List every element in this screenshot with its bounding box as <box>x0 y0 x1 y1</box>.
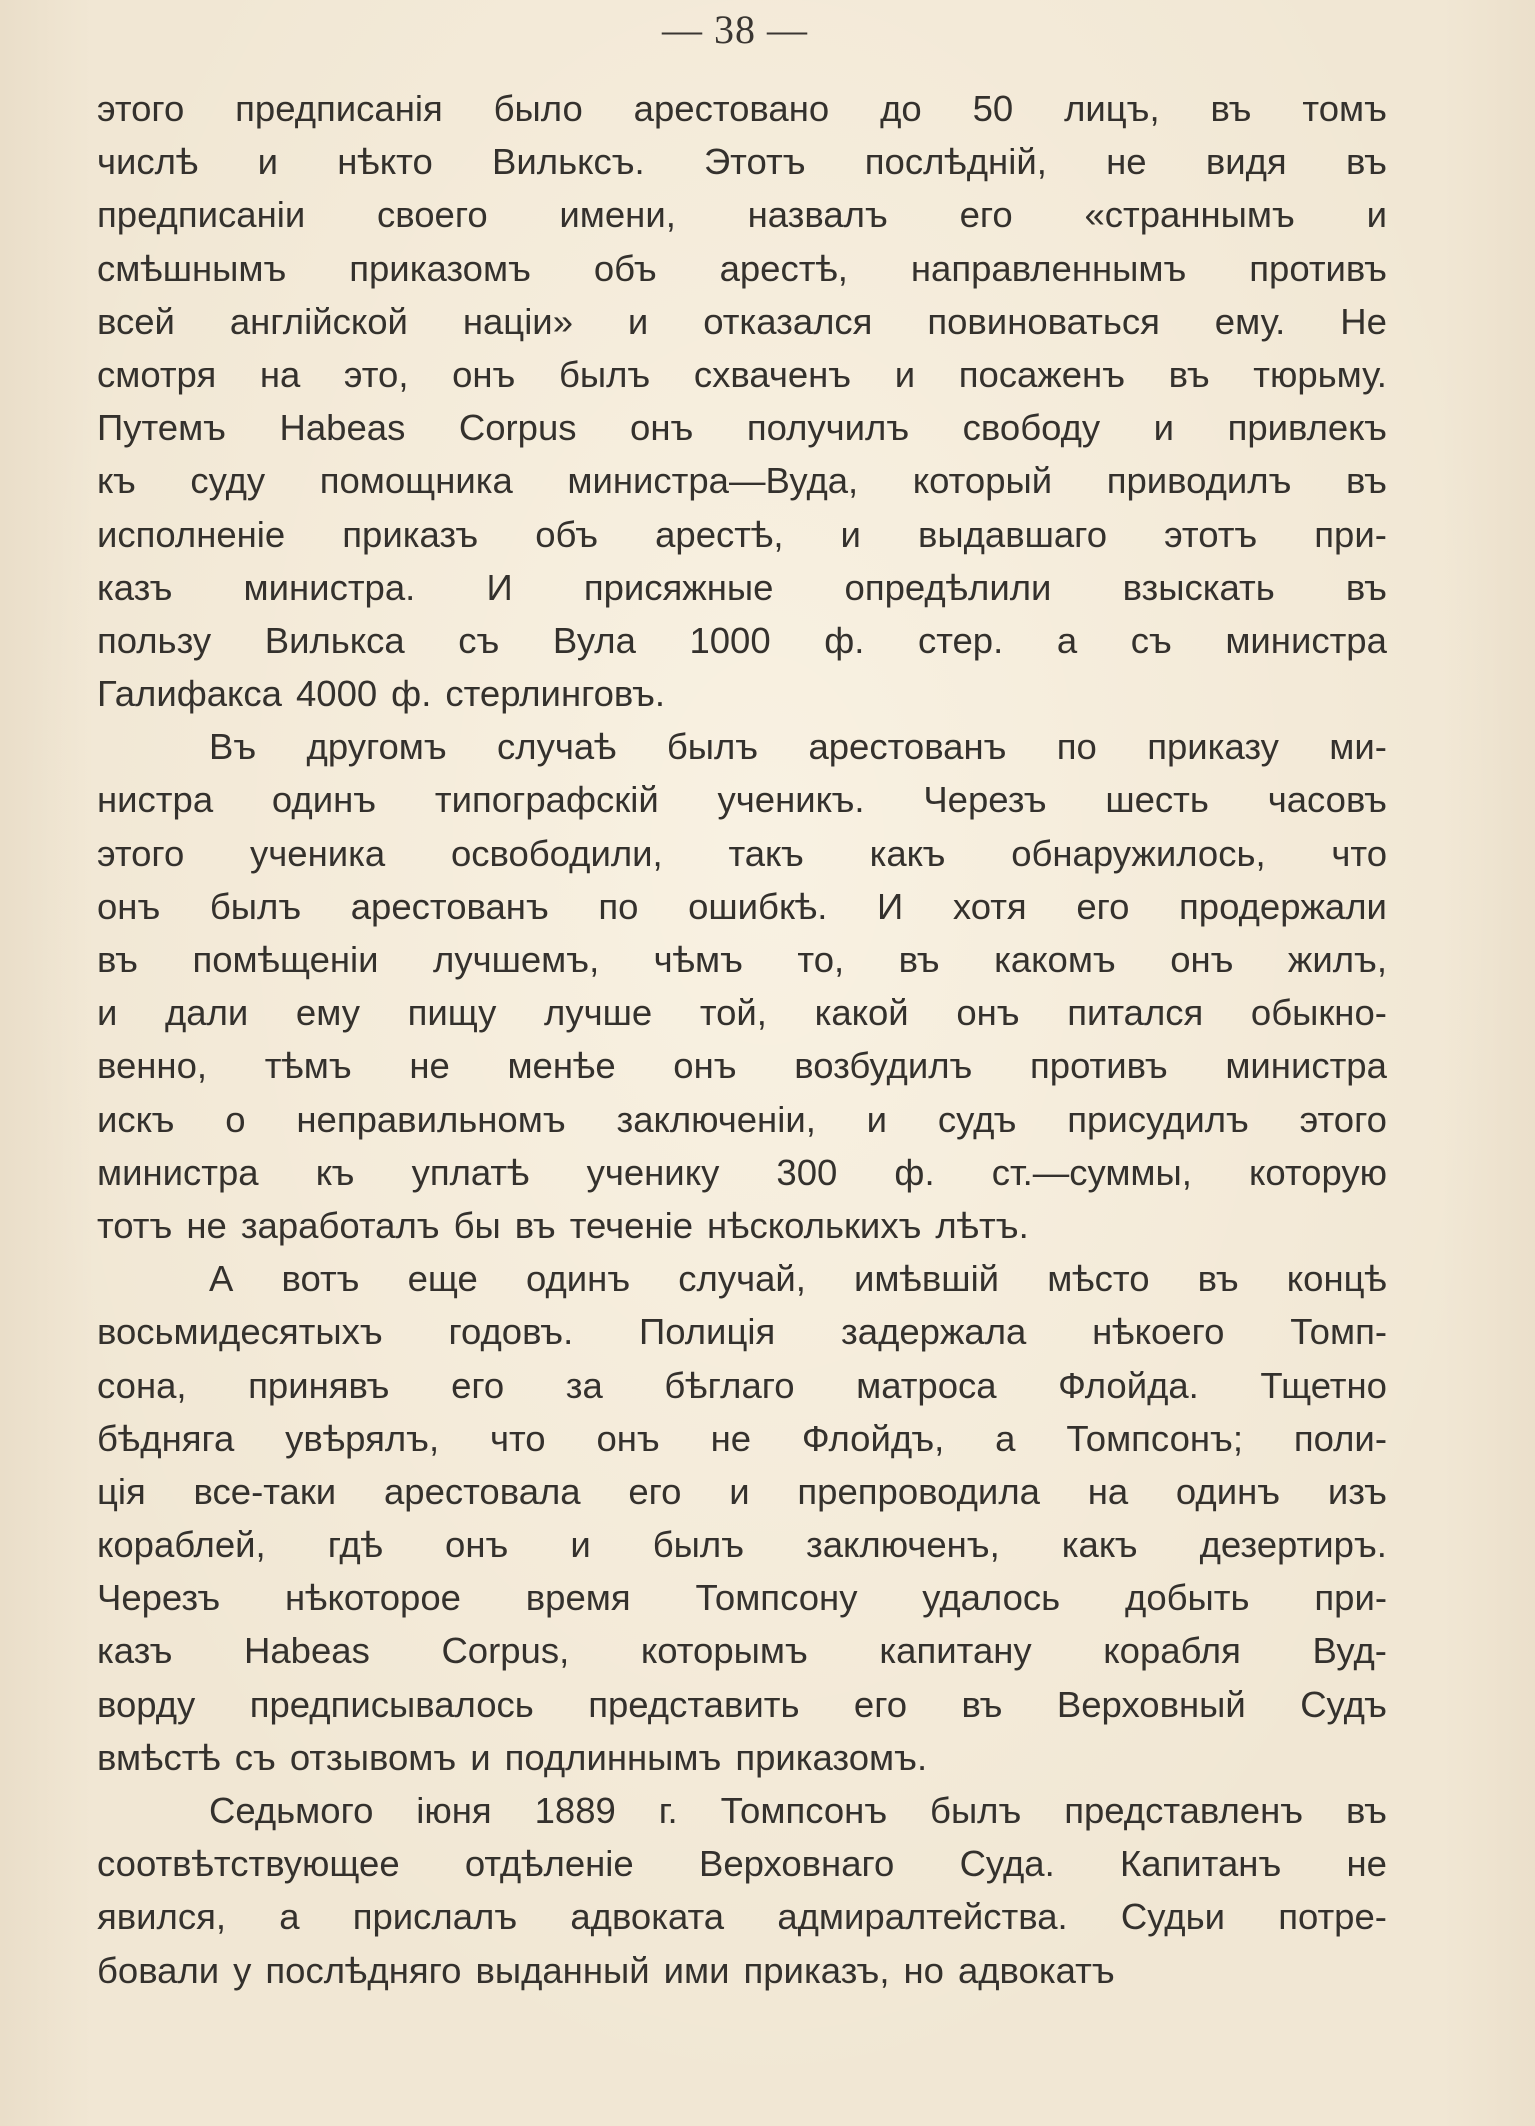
text-line: ворду предписывалось представить его въ Верховный Судъ <box>97 1683 1387 1725</box>
text-line: бѣдняга увѣрялъ, что онъ не Флойдъ, а Томпсонъ; поли- <box>97 1417 1387 1459</box>
text-line: Въ другомъ случаѣ былъ арестованъ по приказу ми- <box>209 726 1387 768</box>
text-line: смѣшнымъ приказомъ объ арестѣ, направленнымъ противъ <box>97 247 1387 289</box>
text-line: Черезъ нѣкоторое время Томпсону удалось добыть при- <box>97 1577 1387 1619</box>
text-line: этого предписанія было арестовано до 50 лицъ, въ томъ <box>97 88 1387 129</box>
text-line: исполненіе приказъ объ арестѣ, и выдавшаго этотъ при- <box>97 513 1387 555</box>
text-line: смотря на это, онъ былъ схваченъ и посаженъ въ тюрьму. <box>97 353 1387 395</box>
text-line: числѣ и нѣкто Вильксъ. Этотъ послѣдній, не видя въ <box>97 141 1387 183</box>
text-line: вмѣстѣ съ отзывомъ и подлиннымъ приказомъ. <box>97 1736 928 1778</box>
text-line: искъ о неправильномъ заключеніи, и судъ присудилъ этого <box>97 1098 1387 1140</box>
text-line: А вотъ еще одинъ случай, имѣвшій мѣсто въ концѣ <box>209 1258 1387 1300</box>
text-line: и дали ему пищу лучше той, какой онъ питался обыкно- <box>97 992 1387 1034</box>
text-line: восьмидесятыхъ годовъ. Полиція задержала нѣкоего Томп- <box>97 1311 1387 1353</box>
page-number: — 38 — <box>662 7 808 52</box>
text-line: Седьмого іюня 1889 г. Томпсонъ былъ представленъ въ <box>209 1790 1387 1831</box>
paragraph <box>97 82 1387 720</box>
text-line: нистра одинъ типографскій ученикъ. Черезъ шесть часовъ <box>97 779 1387 821</box>
text-line: бовали у послѣдняго выданный ими приказъ, но адвокатъ <box>97 1949 1115 1991</box>
body-text <box>97 82 1387 1997</box>
text-line: къ суду помощника министра—Вуда, который приводилъ въ <box>97 460 1387 502</box>
text-line: пользу Вилькса съ Вула 1000 ф. стер. а съ министра <box>97 619 1387 661</box>
text-line: соотвѣтствующее отдѣленіе Верховнаго Суда. Капитанъ не <box>97 1843 1387 1885</box>
text-line: предписаніи своего имени, назвалъ его «страннымъ и <box>97 194 1387 236</box>
text-line: венно, тѣмъ не менѣе онъ возбудилъ противъ министра <box>97 1045 1387 1087</box>
text-line: тотъ не заработалъ бы въ теченіе нѣсколькихъ лѣтъ. <box>97 1204 1029 1246</box>
text-line: явился, а прислалъ адвоката адмиралтейства. Судьи потре- <box>97 1896 1387 1938</box>
text-line: сона, принявъ его за бѣглаго матроса Флойда. Тщетно <box>97 1364 1387 1406</box>
paragraph <box>97 1252 1387 1784</box>
text-line: этого ученика освободили, такъ какъ обнаружилось, что <box>97 832 1387 874</box>
text-line: министра къ уплатѣ ученику 300 ф. ст.—суммы, которую <box>97 1151 1387 1193</box>
text-line: кораблей, гдѣ онъ и былъ заключенъ, какъ дезертиръ. <box>97 1524 1387 1566</box>
paragraph <box>97 720 1387 1252</box>
text-line: Путемъ Habeas Corpus онъ получилъ свободу и привлекъ <box>97 407 1387 449</box>
paragraph <box>97 1784 1387 1997</box>
text-line: Галифакса 4000 ф. стерлинговъ. <box>97 673 666 715</box>
text-line: въ помѣщеніи лучшемъ, чѣмъ то, въ какомъ онъ жилъ, <box>97 939 1387 980</box>
text-line: ція все-таки арестовала его и препроводила на одинъ изъ <box>97 1470 1387 1512</box>
text-line: всей англійской націи» и отказался повиноваться ему. Не <box>97 300 1387 342</box>
text-line: казъ министра. И присяжные опредѣлили взыскать въ <box>97 566 1387 608</box>
text-line: казъ Habeas Corpus, которымъ капитану корабля Вуд- <box>97 1630 1387 1672</box>
text-line: онъ былъ арестованъ по ошибкѣ. И хотя его продержали <box>97 885 1387 927</box>
